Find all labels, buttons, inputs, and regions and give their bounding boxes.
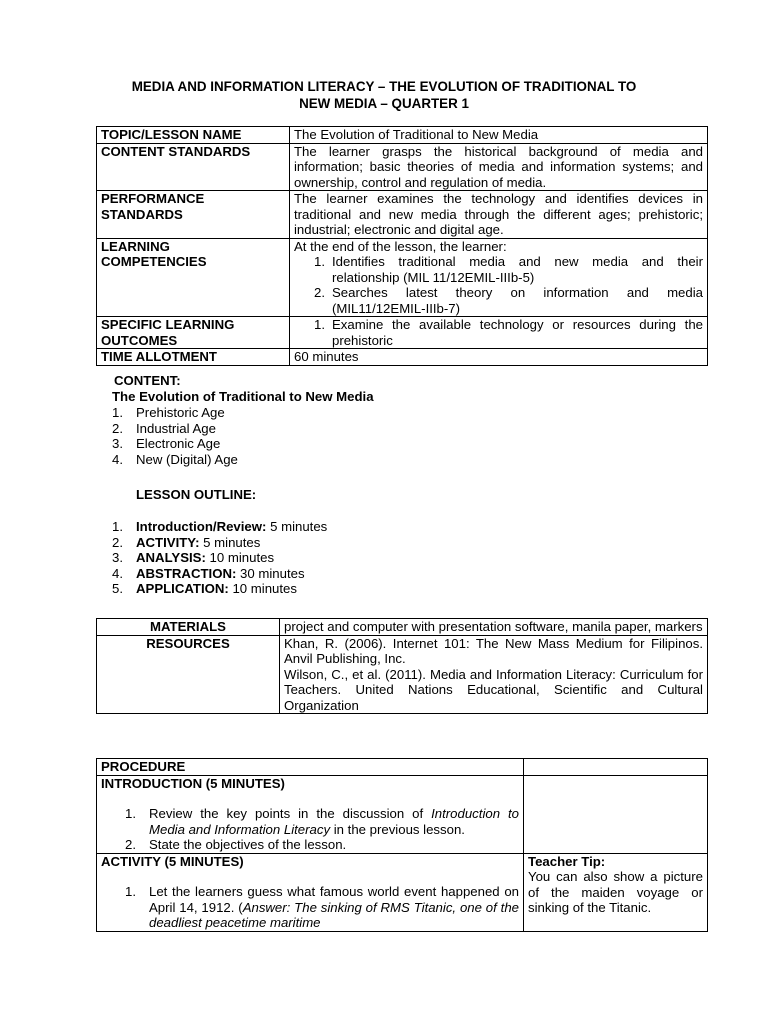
materials-label: MATERIALS bbox=[97, 619, 280, 636]
table-row bbox=[97, 127, 708, 144]
list-item: 1. Let the learners guess what famous world event happened on April 14, 1912. (Answer: The sinking of RMS Titanic, one of the deadliest peacetime maritime bbox=[125, 884, 519, 930]
resource-entry: Khan, R. (2006). Internet 101: The New Mass Medium for Filipinos. Anvil Publishing, Inc. bbox=[284, 635, 703, 666]
list-item: 3. ANALYSIS: 10 minutes bbox=[112, 550, 275, 565]
table-row bbox=[97, 143, 708, 191]
label-line: SPECIFIC LEARNING bbox=[101, 317, 235, 332]
table-row bbox=[97, 238, 708, 317]
table-row bbox=[97, 635, 708, 714]
topic-label: TOPIC/LESSON NAME bbox=[97, 127, 290, 144]
table-row bbox=[97, 619, 708, 636]
label-line: STANDARDS bbox=[101, 206, 183, 222]
list-item: 1. Prehistoric Age bbox=[112, 405, 225, 420]
learning-competencies-value bbox=[290, 238, 708, 317]
performance-standards-value: The learner examines the technology and identifies devices in traditional and new media through the different ages; prehistoric; industrial; electronic and digital age. bbox=[290, 191, 708, 239]
activity-list bbox=[101, 884, 519, 931]
resources-value bbox=[280, 635, 708, 714]
table-row bbox=[97, 317, 708, 349]
introduction-list bbox=[101, 806, 519, 853]
page-title-line-1: MEDIA AND INFORMATION LITERACY – THE EVOLUTION OF TRADITIONAL TO bbox=[131, 79, 637, 94]
label-line: COMPETENCIES bbox=[101, 254, 207, 269]
list-item: 4. New (Digital) Age bbox=[112, 451, 238, 467]
table-row bbox=[97, 759, 708, 776]
table-row bbox=[97, 349, 708, 366]
introduction-cell bbox=[97, 775, 524, 853]
performance-standards-label bbox=[97, 191, 290, 239]
outcomes-list bbox=[294, 317, 703, 348]
procedure-side-cell bbox=[524, 759, 708, 776]
list-item: 1. Identifies traditional media and new media and their relationship (MIL 11/12EMIL-IIIb-5) bbox=[314, 254, 703, 285]
resource-entry: Wilson, C., et al. (2011). Media and Information Literacy: Curriculum for Teachers. United Nations Educational, Scientific and Cultural Organization bbox=[284, 666, 703, 713]
competencies-intro: At the end of the lesson, the learner: bbox=[294, 238, 507, 254]
content-heading: CONTENT: bbox=[114, 373, 181, 388]
introduction-side-cell bbox=[524, 775, 708, 853]
teacher-tip-text: You can also show a picture of the maiden voyage or sinking of the Titanic. bbox=[528, 869, 703, 915]
page-title bbox=[60, 78, 708, 112]
procedure-heading: PROCEDURE bbox=[97, 759, 524, 776]
list-item: 2. State the objectives of the lesson. bbox=[125, 837, 347, 852]
specific-outcomes-label bbox=[97, 317, 290, 349]
lesson-outline-heading: LESSON OUTLINE: bbox=[136, 487, 257, 502]
teacher-tip-cell bbox=[524, 853, 708, 931]
list-item: 1. Examine the available technology or resources during the prehistoric bbox=[314, 317, 703, 348]
content-subheading: The Evolution of Traditional to New Media bbox=[112, 388, 374, 404]
competencies-list bbox=[294, 254, 703, 316]
table-row bbox=[97, 853, 708, 931]
procedure-table bbox=[96, 758, 708, 932]
lesson-info-table bbox=[96, 126, 708, 366]
list-item: 3. Electronic Age bbox=[112, 436, 221, 451]
list-item: 4. ABSTRACTION: 30 minutes bbox=[112, 565, 305, 581]
label-line: LEARNING bbox=[101, 238, 170, 254]
page-title-line-2: NEW MEDIA – QUARTER 1 bbox=[299, 96, 469, 111]
label-line: PERFORMANCE bbox=[101, 191, 205, 206]
content-standards-value: The learner grasps the historical background of media and information; basic theories of media and information systems; and ownership, control and regulation of media. bbox=[290, 143, 708, 191]
table-row bbox=[97, 775, 708, 853]
list-item: 1. Introduction/Review: 5 minutes bbox=[112, 519, 328, 534]
list-item: 1. Review the key points in the discussion of Introduction to Media and Information Literacy in the previous lesson. bbox=[125, 806, 519, 837]
introduction-heading: INTRODUCTION (5 MINUTES) bbox=[101, 775, 285, 791]
activity-heading: ACTIVITY (5 MINUTES) bbox=[101, 853, 244, 869]
list-item: 2. Industrial Age bbox=[112, 420, 216, 436]
content-list bbox=[112, 405, 512, 467]
materials-table bbox=[96, 618, 708, 714]
learning-competencies-label bbox=[97, 238, 290, 317]
list-item: 2. Searches latest theory on information and media (MIL11/12EMIL-IIIb-7) bbox=[314, 285, 703, 316]
list-item: 2. ACTIVITY: 5 minutes bbox=[112, 534, 261, 550]
teacher-tip-title: Teacher Tip: bbox=[528, 853, 606, 869]
specific-outcomes-value bbox=[290, 317, 708, 349]
materials-value: project and computer with presentation software, manila paper, markers bbox=[280, 619, 708, 636]
content-section bbox=[112, 373, 672, 404]
table-row bbox=[97, 191, 708, 239]
time-allotment-label: TIME ALLOTMENT bbox=[97, 349, 290, 366]
topic-value: The Evolution of Traditional to New Media bbox=[290, 127, 708, 144]
resources-label: RESOURCES bbox=[97, 635, 280, 714]
lesson-outline-list bbox=[112, 519, 512, 597]
list-item: 5. APPLICATION: 10 minutes bbox=[112, 581, 297, 596]
label-line: OUTCOMES bbox=[101, 332, 178, 348]
time-allotment-value: 60 minutes bbox=[290, 349, 708, 366]
activity-cell bbox=[97, 853, 524, 931]
content-standards-label: CONTENT STANDARDS bbox=[97, 143, 290, 191]
